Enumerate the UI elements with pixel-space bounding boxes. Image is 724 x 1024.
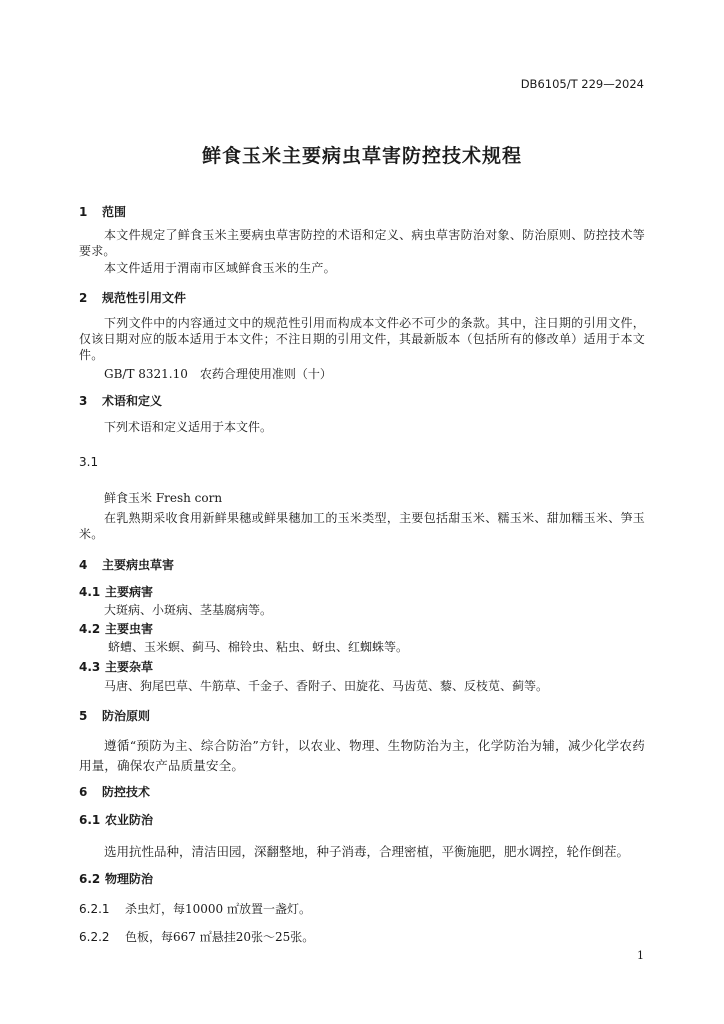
subsection-4-1-heading (79, 583, 153, 600)
subsection-title: 农业防治 (105, 813, 154, 827)
section-number: 6 (79, 785, 88, 799)
subsection-title: 主要虫害 (105, 622, 154, 636)
clause-text: 色板，每667 ㎡悬挂20张～25张。 (125, 930, 315, 944)
section-number: 4 (79, 558, 88, 572)
section-number: 1 (79, 205, 88, 219)
section-title: 主要病虫草害 (102, 558, 175, 572)
clause-number: 6.2.2 (79, 930, 110, 944)
subsection-4-2-heading (79, 620, 153, 637)
subsection-6-1-text: 选用抗性品种，清洁田园，深翻整地，种子消毒，合理密植，平衡施肥，肥水调控，轮作倒茬。 (104, 844, 630, 859)
subsection-number: 4.2 (79, 622, 101, 636)
section-5-heading (79, 707, 150, 724)
section-1-heading (79, 203, 126, 220)
clause-6-2-1 (79, 900, 311, 917)
subsection-title: 主要病害 (105, 585, 154, 599)
clause-text: 杀虫灯，每10000 ㎡放置一盏灯。 (125, 902, 311, 916)
subsection-4-1-text: 大斑病、小斑病、茎基腐病等。 (104, 603, 273, 617)
section-1-paragraph-1: 本文件规定了鲜食玉米主要病虫草害防控的术语和定义、病虫草害防治对象、防治原则、防控技术等要求。 (79, 228, 645, 258)
section-title: 防治原则 (102, 709, 151, 723)
subsection-4-3-heading (79, 658, 153, 675)
subsection-number: 4.1 (79, 585, 101, 599)
subsection-6-2-heading (79, 870, 153, 887)
clause-number: 6.2.1 (79, 902, 110, 916)
section-number: 2 (79, 291, 88, 305)
subsection-number: 6.2 (79, 872, 101, 886)
subsection-4-3-text: 马唐、狗尾巴草、牛筋草、千金子、香附子、田旋花、马齿苋、藜、反枝苋、蓟等。 (104, 679, 549, 693)
subsection-number: 6.1 (79, 813, 101, 827)
page-number: 1 (637, 949, 644, 962)
section-2-heading (79, 289, 186, 306)
standard-code: DB6105/T 229—2024 (520, 77, 644, 91)
normative-reference: GB/T 8321.10 农药合理使用准则（十） (104, 367, 332, 381)
section-6-heading (79, 783, 150, 800)
section-number: 5 (79, 709, 88, 723)
subsection-6-1-heading (79, 811, 153, 828)
term-title: 鲜食玉米 Fresh corn (104, 491, 223, 505)
term-definition: 在乳熟期采收食用新鲜果穗或鲜果穗加工的玉米类型，主要包括甜玉米、糯玉米、甜加糯玉米、笋玉米。 (79, 511, 645, 541)
section-3-paragraph-1: 下列术语和定义适用于本文件。 (104, 420, 273, 434)
subsection-number: 4.3 (79, 660, 101, 674)
section-1-paragraph-2: 本文件适用于渭南市区域鲜食玉米的生产。 (104, 261, 336, 275)
document-title: 鲜食玉米主要病虫草害防控技术规程 (201, 145, 522, 167)
section-title: 范围 (102, 205, 127, 219)
subsection-title: 主要杂草 (105, 660, 154, 674)
section-3-heading (79, 392, 162, 409)
section-title: 防控技术 (102, 785, 151, 799)
subsection-title: 物理防治 (105, 872, 154, 886)
clause-6-2-2 (79, 928, 314, 945)
section-title: 规范性引用文件 (102, 291, 187, 305)
section-5-paragraph-1: 遵循“预防为主、综合防治”方针，以农业、物理、生物防治为主，化学防治为辅，减少化学农药用量，确保农产品质量安全。 (79, 738, 645, 773)
section-number: 3 (79, 394, 88, 408)
term-number: 3.1 (79, 455, 99, 469)
section-title: 术语和定义 (102, 394, 163, 408)
section-4-heading (79, 556, 174, 573)
section-2-paragraph-1: 下列文件中的内容通过文中的规范性引用而构成本文件必不可少的条款。其中，注日期的引用文件，仅该日期对应的版本适用于本文件；不注日期的引用文件，其最新版本（包括所有的修改单）适用于本文件。 (79, 316, 645, 362)
subsection-4-2-text: 蛴螬、玉米螟、蓟马、棉铃虫、粘虫、蚜虫、红蜘蛛等。 (108, 640, 409, 654)
